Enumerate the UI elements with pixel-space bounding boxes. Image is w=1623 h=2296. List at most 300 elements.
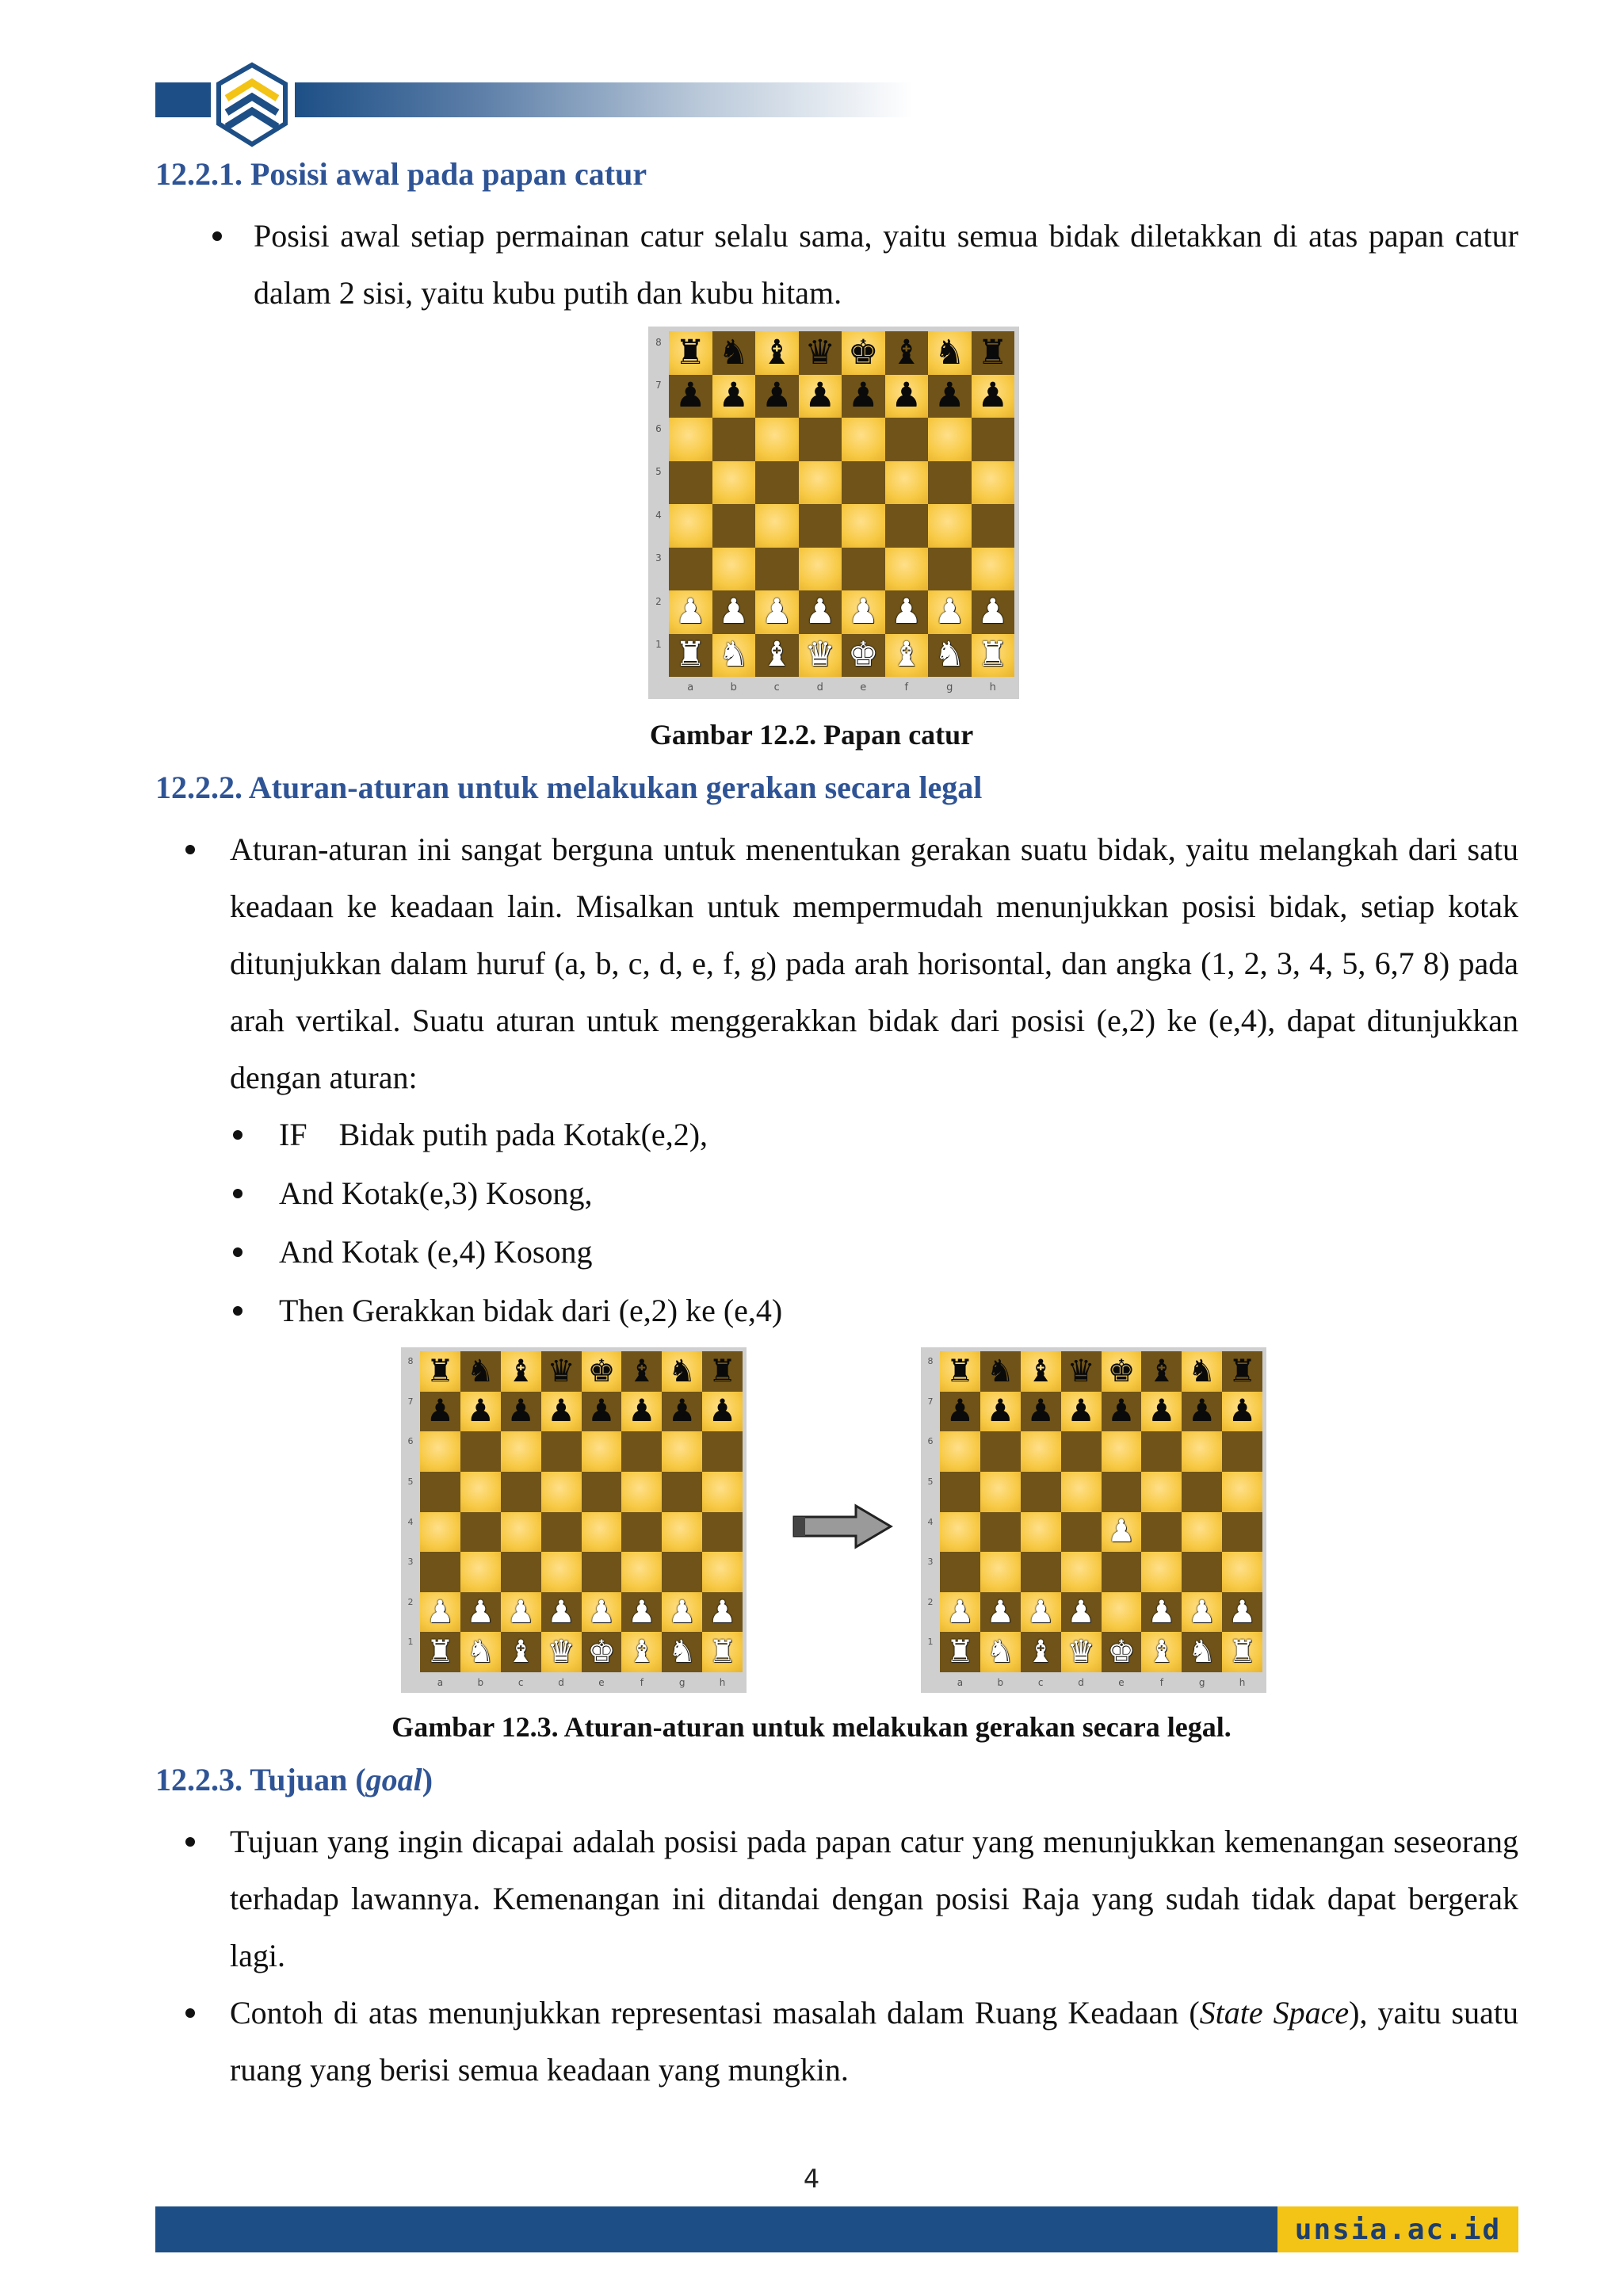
file-label: d <box>816 682 823 694</box>
file-label: e <box>860 682 867 694</box>
board-square-g7 <box>662 1392 702 1432</box>
board-square-d7 <box>1061 1392 1102 1432</box>
board-square-g4 <box>1182 1512 1222 1553</box>
board-square-d2 <box>799 590 842 634</box>
black-king-icon: ♚ <box>1107 1353 1136 1389</box>
white-pawn-icon: ♟ <box>1228 1594 1257 1630</box>
board-square-h6 <box>702 1431 743 1472</box>
board-square-h3 <box>1222 1552 1262 1592</box>
white-pawn-icon: ♟ <box>1067 1594 1095 1630</box>
board-square-h1 <box>702 1632 743 1672</box>
white-knight-icon: ♞ <box>718 635 750 675</box>
board-square-a7 <box>420 1392 460 1432</box>
bullet-dot <box>185 2008 195 2018</box>
section-heading-3-italic: goal <box>365 1762 422 1797</box>
section-heading-3-main: 12.2.3. Tujuan ( <box>155 1762 366 1797</box>
board-square-a5 <box>669 461 712 505</box>
board-square-e8 <box>1102 1351 1142 1392</box>
black-pawn-icon: ♟ <box>708 1393 737 1430</box>
board-square-e2 <box>842 590 885 634</box>
state-space-text-b: ), yaitu suatu ruang yang berisi semua keadaan yang mungkin. <box>230 1995 1518 2088</box>
board-square-a6 <box>420 1431 460 1472</box>
board-square-c3 <box>755 548 799 591</box>
board-square-a5 <box>940 1472 980 1512</box>
board-square-a8 <box>420 1351 460 1392</box>
board-square-d8 <box>541 1351 582 1392</box>
bullet-dot <box>233 1189 242 1198</box>
black-rook-icon: ♜ <box>426 1353 454 1389</box>
black-rook-icon: ♜ <box>945 1353 974 1389</box>
black-pawn-icon: ♟ <box>847 376 879 416</box>
file-label: g <box>678 1676 685 1688</box>
board-square-f3 <box>621 1552 662 1592</box>
board-square-h5 <box>1222 1472 1262 1512</box>
white-bishop-icon: ♝ <box>1148 1634 1176 1671</box>
board-square-b1 <box>460 1632 501 1672</box>
board-square-c3 <box>1021 1552 1061 1592</box>
board-square-f3 <box>885 548 929 591</box>
white-rook-icon: ♜ <box>708 1634 737 1671</box>
black-pawn-icon: ♟ <box>891 376 922 416</box>
board-square-g2 <box>1182 1592 1222 1633</box>
board-square-b8 <box>460 1351 501 1392</box>
board-square-b7 <box>712 375 756 418</box>
black-knight-icon: ♞ <box>466 1353 495 1389</box>
rule-then: Then Gerakkan bidak dari (e,2) ke (e,4) <box>279 1293 783 1328</box>
board-square-a6 <box>669 418 712 461</box>
paragraph-state-space <box>230 1985 1518 2099</box>
black-bishop-icon: ♝ <box>1026 1353 1055 1389</box>
board-square-c7 <box>755 375 799 418</box>
board-square-c2 <box>755 590 799 634</box>
board-square-b5 <box>980 1472 1021 1512</box>
rank-label: 8 <box>927 1356 934 1367</box>
rule-if-keyword: IF <box>279 1117 307 1152</box>
file-label: g <box>946 682 953 694</box>
file-label: a <box>687 682 694 694</box>
board-square-c8 <box>1021 1351 1061 1392</box>
board-square-d8 <box>799 331 842 375</box>
board-square-b4 <box>980 1512 1021 1553</box>
board-square-d5 <box>1061 1472 1102 1512</box>
rank-label: 7 <box>927 1396 934 1407</box>
black-knight-icon: ♞ <box>986 1353 1014 1389</box>
file-label: h <box>1239 1676 1246 1688</box>
black-pawn-icon: ♟ <box>1228 1393 1257 1430</box>
board-square-h1 <box>972 634 1015 678</box>
board-square-f7 <box>1141 1392 1182 1432</box>
board-square-e4 <box>842 504 885 548</box>
paragraph-legal-moves: Aturan-aturan ini sangat berguna untuk menentukan gerakan suatu bidak, yaitu melangkah dari satu keadaan ke keadaan lain. Misalkan untuk mempermudah menunjukkan posisi bidak, setiap kotak ditunjukkan dalam huruf (a, b, c, d, e, f, g) pada arah horisontal, dan angka (1, 2, 3, 4, 5, 6,7 8) pada arah vertikal. Suatu aturan untuk menggerakkan bidak dari posisi (e,2) ke (e,4), dapat ditunjukkan dengan aturan: <box>230 831 1518 1095</box>
board-square-a4 <box>669 504 712 548</box>
black-rook-icon: ♜ <box>674 332 706 372</box>
rank-label: 8 <box>407 1356 414 1367</box>
board-square-h8 <box>1222 1351 1262 1392</box>
board-square-f3 <box>1141 1552 1182 1592</box>
file-label: f <box>904 682 909 694</box>
white-rook-icon: ♜ <box>945 1634 974 1671</box>
board-square-c4 <box>501 1512 541 1553</box>
rank-label: 5 <box>927 1476 934 1487</box>
board-square-f7 <box>885 375 929 418</box>
white-king-icon: ♚ <box>847 635 879 675</box>
file-label: e <box>598 1676 605 1688</box>
board-square-b2 <box>712 590 756 634</box>
rank-label: 6 <box>407 1436 414 1447</box>
file-label: h <box>719 1676 726 1688</box>
white-pawn-icon: ♟ <box>718 591 750 632</box>
chess-board-before <box>401 1347 747 1693</box>
black-king-icon: ♚ <box>587 1353 616 1389</box>
white-pawn-icon: ♟ <box>986 1594 1014 1630</box>
black-pawn-icon: ♟ <box>668 1393 697 1430</box>
bullet-dot <box>233 1306 242 1316</box>
white-knight-icon: ♞ <box>466 1634 495 1671</box>
white-pawn-icon: ♟ <box>587 1594 616 1630</box>
board-square-f6 <box>621 1431 662 1472</box>
white-bishop-icon: ♝ <box>628 1634 656 1671</box>
white-pawn-icon: ♟ <box>466 1594 495 1630</box>
rule-if <box>279 1106 708 1163</box>
board-square-e7 <box>842 375 885 418</box>
board-square-f1 <box>621 1632 662 1672</box>
board-square-f5 <box>885 461 929 505</box>
section-heading-2: 12.2.2. Aturan-aturan untuk melakukan gerakan secara legal <box>155 770 983 805</box>
black-pawn-icon: ♟ <box>986 1393 1014 1430</box>
header-bar-gradient <box>295 82 913 117</box>
rank-label: 2 <box>407 1596 414 1607</box>
board-square-a4 <box>940 1512 980 1553</box>
section-heading-3 <box>155 1761 433 1798</box>
file-label: b <box>730 682 737 694</box>
board-square-h2 <box>1222 1592 1262 1633</box>
board-square-a1 <box>940 1632 980 1672</box>
board-square-f2 <box>885 590 929 634</box>
board-square-d4 <box>799 504 842 548</box>
white-queen-icon: ♛ <box>547 1634 575 1671</box>
board-square-d7 <box>541 1392 582 1432</box>
rank-label: 4 <box>655 509 662 521</box>
black-king-icon: ♚ <box>847 332 879 372</box>
board-square-b3 <box>980 1552 1021 1592</box>
board-square-g7 <box>928 375 972 418</box>
board-square-b2 <box>980 1592 1021 1633</box>
board-square-a7 <box>940 1392 980 1432</box>
board-square-h4 <box>972 504 1015 548</box>
rank-label: 1 <box>655 639 662 651</box>
board-square-h4 <box>1222 1512 1262 1553</box>
board-square-b7 <box>460 1392 501 1432</box>
rule-and-1: And Kotak(e,3) Kosong, <box>279 1175 593 1211</box>
chess-board-after <box>921 1347 1266 1693</box>
black-pawn-icon: ♟ <box>1188 1393 1216 1430</box>
board-square-h1 <box>1222 1632 1262 1672</box>
white-pawn-icon: ♟ <box>977 591 1009 632</box>
black-knight-icon: ♞ <box>1188 1353 1216 1389</box>
white-pawn-icon: ♟ <box>847 591 879 632</box>
board-square-b1 <box>980 1632 1021 1672</box>
file-label: f <box>640 1676 643 1688</box>
board-square-c4 <box>755 504 799 548</box>
rank-label: 1 <box>407 1637 414 1648</box>
section-heading-1: 12.2.1. Posisi awal pada papan catur <box>155 156 647 192</box>
black-bishop-icon: ♝ <box>1148 1353 1176 1389</box>
board-square-e8 <box>582 1351 622 1392</box>
board-squares <box>940 1351 1262 1672</box>
board-square-e3 <box>1102 1552 1142 1592</box>
board-square-f8 <box>1141 1351 1182 1392</box>
file-label: c <box>517 1676 524 1688</box>
black-pawn-icon: ♟ <box>426 1393 454 1430</box>
board-square-e2 <box>1102 1592 1142 1633</box>
board-square-f4 <box>1141 1512 1182 1553</box>
board-square-d6 <box>799 418 842 461</box>
rule-if-text: Bidak putih pada Kotak(e,2), <box>338 1117 708 1152</box>
board-square-c7 <box>501 1392 541 1432</box>
board-square-d3 <box>541 1552 582 1592</box>
board-square-a5 <box>420 1472 460 1512</box>
board-square-a2 <box>940 1592 980 1633</box>
white-pawn-icon: ♟ <box>1107 1514 1136 1550</box>
figure-caption-12-2: Gambar 12.2. Papan catur <box>649 719 974 751</box>
board-square-c6 <box>501 1431 541 1472</box>
board-square-b1 <box>712 634 756 678</box>
rank-label: 3 <box>655 552 662 564</box>
rank-label: 4 <box>927 1516 934 1527</box>
board-square-a3 <box>669 548 712 591</box>
file-label: d <box>1078 1676 1084 1688</box>
board-square-h6 <box>1222 1431 1262 1472</box>
board-square-d2 <box>1061 1592 1102 1633</box>
board-square-e6 <box>582 1431 622 1472</box>
board-square-d1 <box>541 1632 582 1672</box>
board-square-a4 <box>420 1512 460 1553</box>
board-square-e5 <box>842 461 885 505</box>
board-square-g5 <box>928 461 972 505</box>
board-square-g6 <box>1182 1431 1222 1472</box>
file-label: f <box>1159 1676 1163 1688</box>
file-label: d <box>558 1676 564 1688</box>
board-square-e5 <box>582 1472 622 1512</box>
white-pawn-icon: ♟ <box>891 591 922 632</box>
rank-label: 4 <box>407 1516 414 1527</box>
file-label: e <box>1118 1676 1125 1688</box>
white-rook-icon: ♜ <box>1228 1634 1257 1671</box>
white-rook-icon: ♜ <box>426 1634 454 1671</box>
file-label: b <box>477 1676 484 1688</box>
board-square-f8 <box>885 331 929 375</box>
board-square-c5 <box>1021 1472 1061 1512</box>
black-pawn-icon: ♟ <box>945 1393 974 1430</box>
board-square-c8 <box>755 331 799 375</box>
board-square-c2 <box>501 1592 541 1633</box>
board-square-e1 <box>582 1632 622 1672</box>
board-square-f2 <box>1141 1592 1182 1633</box>
black-pawn-icon: ♟ <box>547 1393 575 1430</box>
bullet-dot <box>185 845 195 854</box>
board-square-e4 <box>582 1512 622 1553</box>
board-square-e6 <box>842 418 885 461</box>
board-square-a1 <box>669 634 712 678</box>
board-square-d1 <box>799 634 842 678</box>
board-square-c2 <box>1021 1592 1061 1633</box>
board-square-c6 <box>755 418 799 461</box>
black-bishop-icon: ♝ <box>628 1353 656 1389</box>
file-label: h <box>989 682 996 694</box>
board-square-e8 <box>842 331 885 375</box>
board-square-b6 <box>712 418 756 461</box>
board-squares <box>669 331 1014 677</box>
paragraph-goal: Tujuan yang ingin dicapai adalah posisi pada papan catur yang menunjukkan kemenangan seseorang terhadap lawannya. Kemenangan ini ditandai dengan posisi Raja yang sudah tidak dapat bergerak lagi. <box>230 1824 1518 1973</box>
board-square-b4 <box>460 1512 501 1553</box>
board-square-g8 <box>662 1351 702 1392</box>
rule-and-2: And Kotak (e,4) Kosong <box>279 1234 593 1270</box>
board-square-g3 <box>662 1552 702 1592</box>
board-square-g4 <box>928 504 972 548</box>
black-queen-icon: ♛ <box>1067 1353 1095 1389</box>
board-square-d7 <box>799 375 842 418</box>
rank-label: 2 <box>927 1596 934 1607</box>
board-square-b5 <box>460 1472 501 1512</box>
rank-label: 8 <box>655 336 662 348</box>
white-knight-icon: ♞ <box>1188 1634 1216 1671</box>
white-pawn-icon: ♟ <box>934 591 965 632</box>
file-label: a <box>437 1676 444 1688</box>
board-square-d5 <box>799 461 842 505</box>
black-pawn-icon: ♟ <box>761 376 792 416</box>
board-square-f8 <box>621 1351 662 1392</box>
board-square-h6 <box>972 418 1015 461</box>
board-square-b3 <box>712 548 756 591</box>
board-square-b2 <box>460 1592 501 1633</box>
board-square-d3 <box>799 548 842 591</box>
white-pawn-icon: ♟ <box>547 1594 575 1630</box>
white-pawn-icon: ♟ <box>668 1594 697 1630</box>
black-rook-icon: ♜ <box>1228 1353 1257 1389</box>
file-label: g <box>1198 1676 1205 1688</box>
board-square-h8 <box>702 1351 743 1392</box>
board-square-e1 <box>842 634 885 678</box>
white-knight-icon: ♞ <box>934 635 965 675</box>
board-square-d6 <box>541 1431 582 1472</box>
board-square-b6 <box>980 1431 1021 1472</box>
board-square-b5 <box>712 461 756 505</box>
rank-label: 6 <box>927 1436 934 1447</box>
board-square-h7 <box>972 375 1015 418</box>
board-square-d1 <box>1061 1632 1102 1672</box>
board-square-d8 <box>1061 1351 1102 1392</box>
state-space-italic: State Space <box>1199 1995 1350 2030</box>
board-square-a2 <box>669 590 712 634</box>
board-square-g6 <box>662 1431 702 1472</box>
file-label: c <box>773 682 780 694</box>
black-pawn-icon: ♟ <box>1107 1393 1136 1430</box>
white-bishop-icon: ♝ <box>1026 1634 1055 1671</box>
rank-label: 2 <box>655 595 662 607</box>
rank-label: 6 <box>655 422 662 434</box>
board-square-e3 <box>582 1552 622 1592</box>
board-square-b7 <box>980 1392 1021 1432</box>
white-pawn-icon: ♟ <box>1188 1594 1216 1630</box>
black-pawn-icon: ♟ <box>1026 1393 1055 1430</box>
black-knight-icon: ♞ <box>934 332 965 372</box>
board-square-a2 <box>420 1592 460 1633</box>
board-square-e3 <box>842 548 885 591</box>
right-arrow-icon <box>792 1503 896 1550</box>
board-square-c1 <box>1021 1632 1061 1672</box>
black-pawn-icon: ♟ <box>587 1393 616 1430</box>
black-queen-icon: ♛ <box>547 1353 575 1389</box>
board-square-h5 <box>702 1472 743 1512</box>
footer-site-label: unsia.ac.id <box>1277 2206 1518 2252</box>
file-label: b <box>997 1676 1004 1688</box>
board-square-d6 <box>1061 1431 1102 1472</box>
board-square-f6 <box>1141 1431 1182 1472</box>
white-rook-icon: ♜ <box>977 635 1009 675</box>
board-square-g6 <box>928 418 972 461</box>
white-pawn-icon: ♟ <box>628 1594 656 1630</box>
board-square-d2 <box>541 1592 582 1633</box>
black-pawn-icon: ♟ <box>466 1393 495 1430</box>
board-square-a8 <box>940 1351 980 1392</box>
board-square-e2 <box>582 1592 622 1633</box>
white-pawn-icon: ♟ <box>1148 1594 1176 1630</box>
file-label: a <box>957 1676 964 1688</box>
black-bishop-icon: ♝ <box>891 332 922 372</box>
white-pawn-icon: ♟ <box>708 1594 737 1630</box>
black-queen-icon: ♛ <box>804 332 836 372</box>
board-square-c7 <box>1021 1392 1061 1432</box>
board-squares <box>420 1351 743 1672</box>
black-pawn-icon: ♟ <box>934 376 965 416</box>
white-pawn-icon: ♟ <box>426 1594 454 1630</box>
board-square-h2 <box>702 1592 743 1633</box>
black-knight-icon: ♞ <box>718 332 750 372</box>
rank-label: 5 <box>407 1476 414 1487</box>
white-king-icon: ♚ <box>587 1634 616 1671</box>
board-square-g8 <box>928 331 972 375</box>
black-pawn-icon: ♟ <box>506 1393 535 1430</box>
rank-label: 3 <box>407 1557 414 1568</box>
board-square-f4 <box>621 1512 662 1553</box>
board-square-b8 <box>712 331 756 375</box>
white-king-icon: ♚ <box>1107 1634 1136 1671</box>
board-square-h3 <box>702 1552 743 1592</box>
black-pawn-icon: ♟ <box>1148 1393 1176 1430</box>
black-knight-icon: ♞ <box>668 1353 697 1389</box>
bullet-dot <box>212 231 222 241</box>
board-square-g8 <box>1182 1351 1222 1392</box>
black-pawn-icon: ♟ <box>1067 1393 1095 1430</box>
board-square-h3 <box>972 548 1015 591</box>
board-square-a1 <box>420 1632 460 1672</box>
board-square-h4 <box>702 1512 743 1553</box>
board-square-c6 <box>1021 1431 1061 1472</box>
board-square-c1 <box>755 634 799 678</box>
board-square-b6 <box>460 1431 501 1472</box>
page-number: 4 <box>803 2164 820 2194</box>
rank-label: 7 <box>655 380 662 392</box>
white-pawn-icon: ♟ <box>761 591 792 632</box>
board-square-g2 <box>928 590 972 634</box>
board-square-a3 <box>940 1552 980 1592</box>
white-queen-icon: ♛ <box>804 635 836 675</box>
black-rook-icon: ♜ <box>977 332 1009 372</box>
unsia-logo-icon <box>212 62 292 147</box>
white-pawn-icon: ♟ <box>1026 1594 1055 1630</box>
board-square-h2 <box>972 590 1015 634</box>
board-square-e6 <box>1102 1431 1142 1472</box>
